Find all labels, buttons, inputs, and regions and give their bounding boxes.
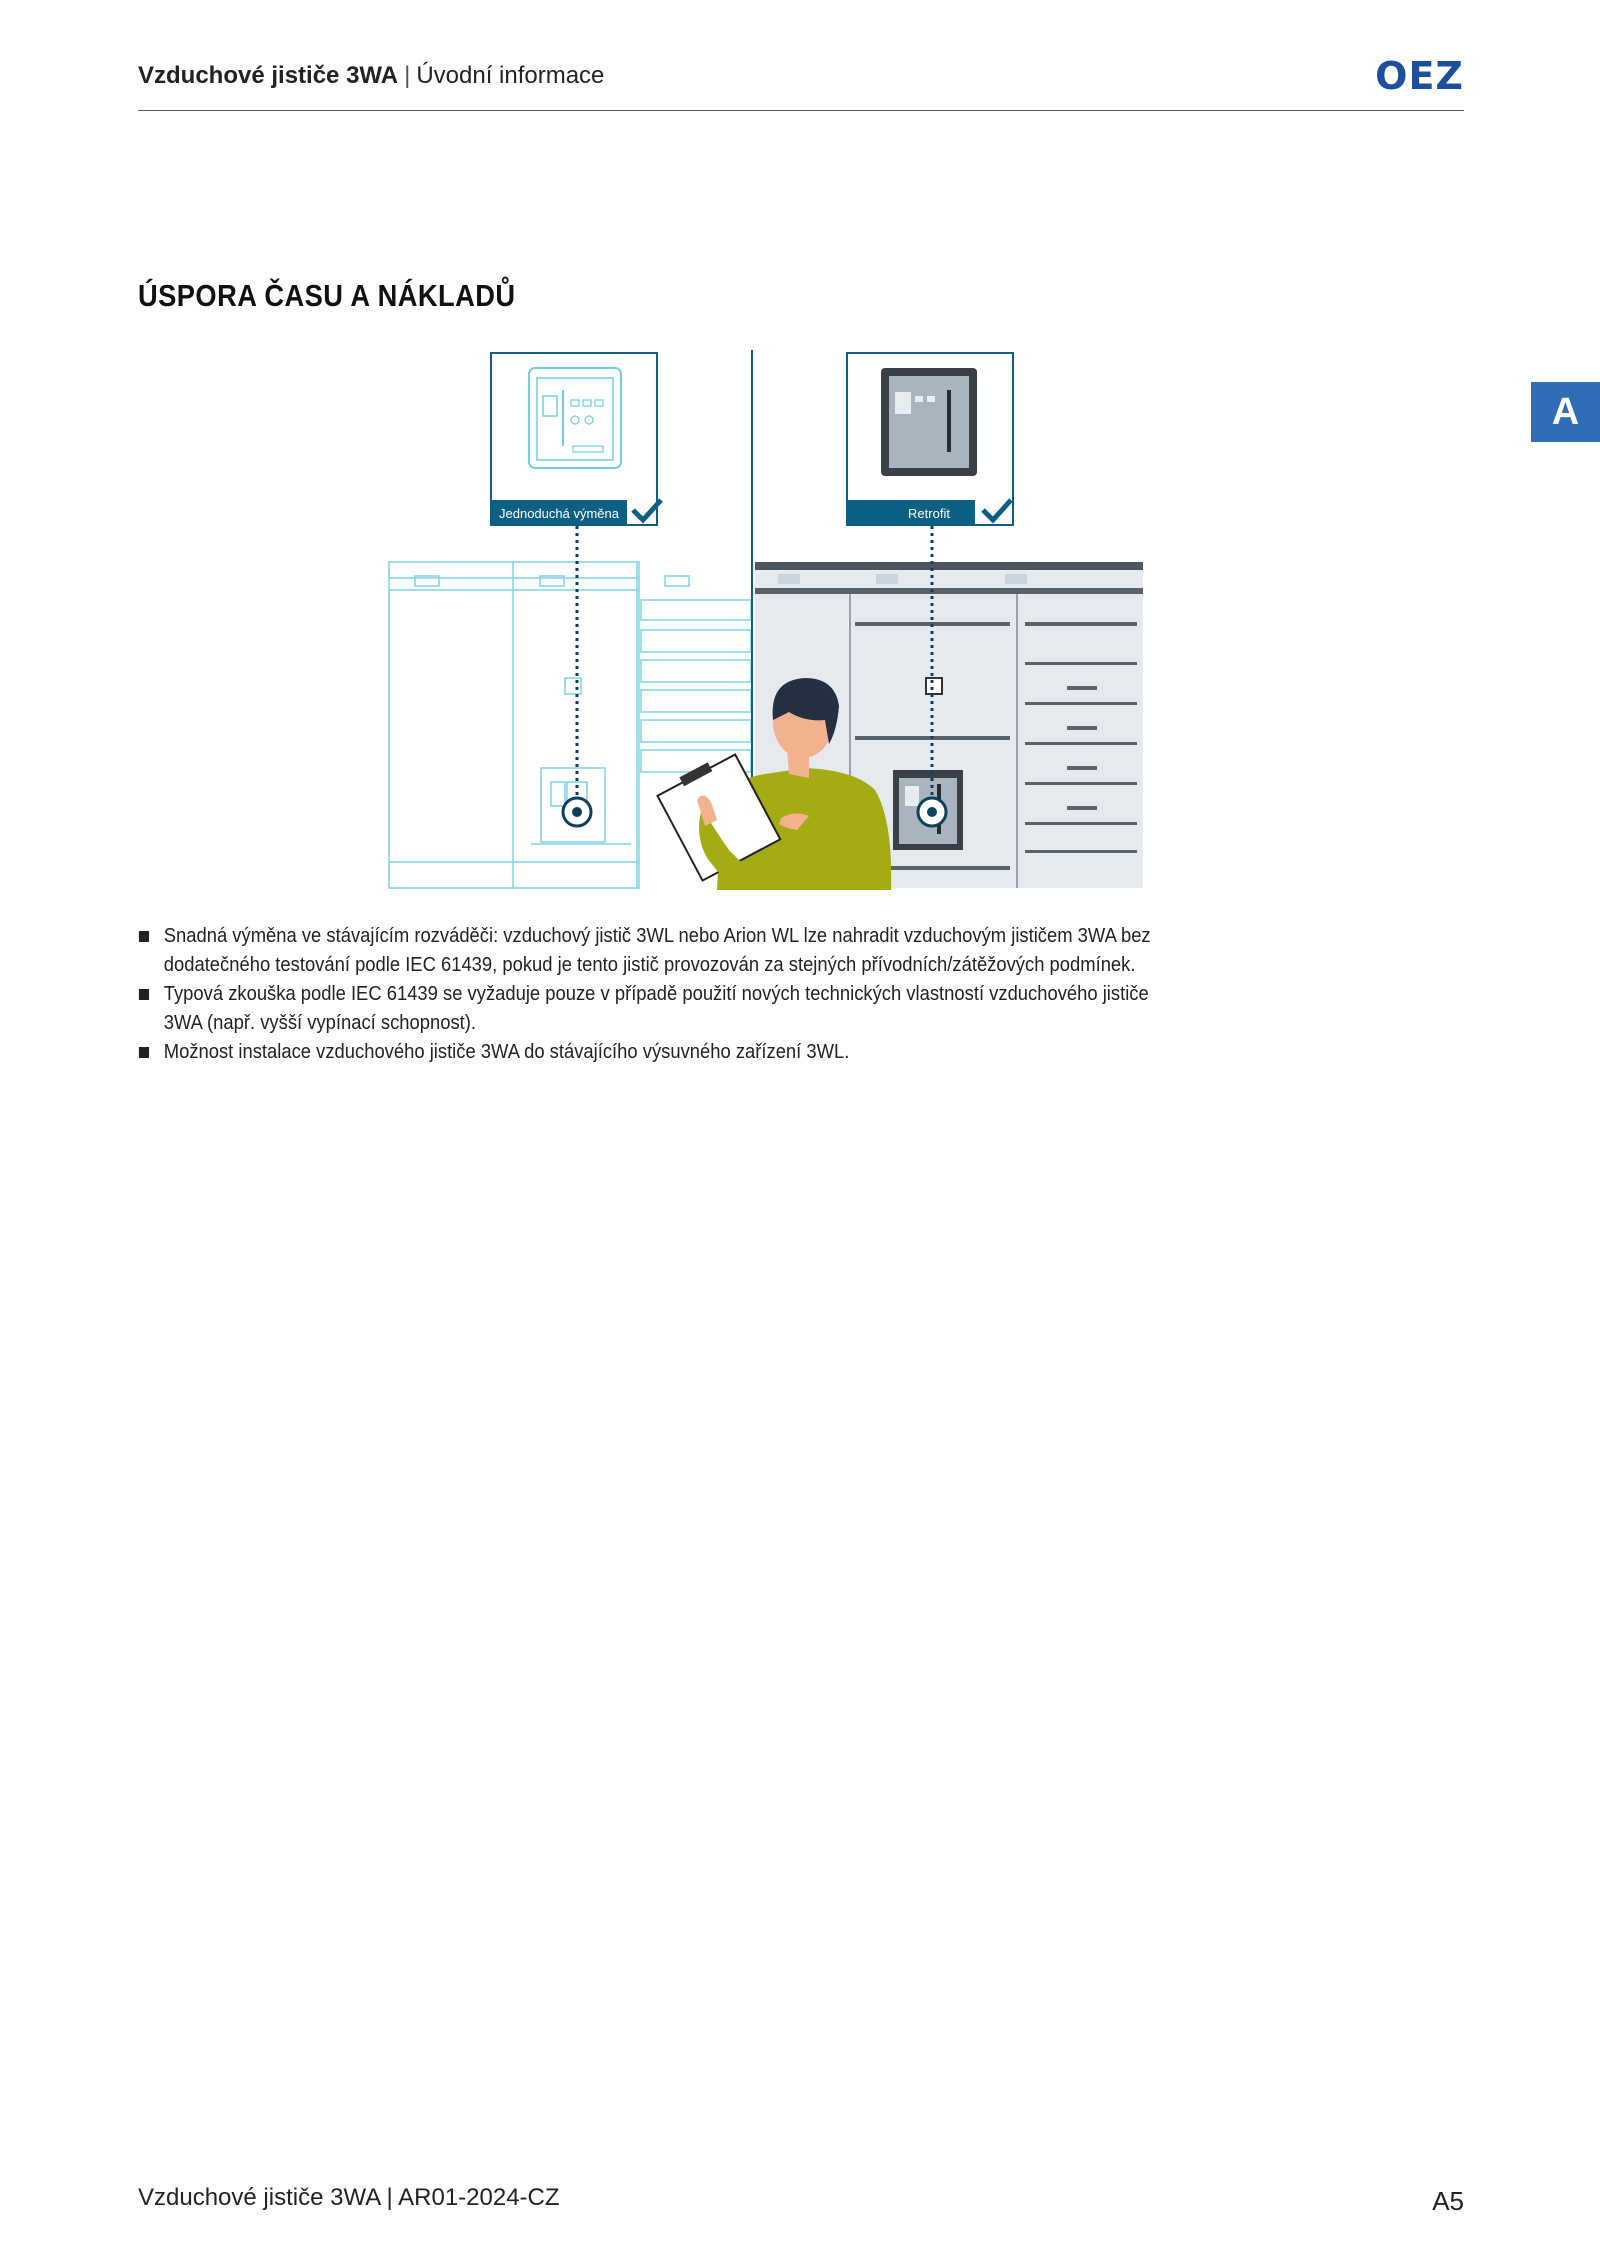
list-item	[138, 980, 1176, 1038]
footer-doc-ref: Vzduchové jističe 3WA | AR01-2024-CZ	[138, 2184, 560, 2211]
bullet-square-icon	[139, 1047, 149, 1058]
retrofit-illustration	[385, 350, 1145, 890]
header-separator: |	[404, 62, 411, 89]
header-product: Vzduchové jističe 3WA	[138, 62, 399, 89]
benefits-list	[138, 922, 1178, 1067]
list-item	[138, 922, 1176, 980]
target-icon-right	[918, 798, 946, 826]
oez-logo: OEZ	[1375, 54, 1464, 98]
bullet-text: Snadná výměna ve stávajícím rozváděči: vzduchový jistič 3WL nebo Arion WL lze nahradit vzduchovým jističem 3WA bez dodatečného testování podle IEC 61439, pokud je tento jistič provozován za stejných přívodních/zátěžových podmínek.	[163, 925, 1151, 976]
bullet-square-icon	[139, 989, 149, 1000]
page-header	[138, 54, 1464, 111]
bullet-square-icon	[139, 931, 149, 942]
target-icon-left	[563, 798, 591, 826]
chapter-tab[interactable]: A	[1531, 382, 1600, 442]
header-section: Úvodní informace	[416, 62, 605, 89]
breaker-box-simple	[491, 353, 661, 525]
breaker-box-retrofit	[847, 353, 1013, 525]
page-number: A5	[1432, 2186, 1464, 2216]
header-title	[138, 62, 604, 90]
bullet-text: Typová zkouška podle IEC 61439 se vyžaduje pouze v případě použití nových technických vlastností vzduchového jističe 3WA (např. vyšší vypínací schopnost).	[163, 983, 1149, 1034]
bullet-text: Možnost instalace vzduchového jističe 3WA do stávajícího výsuvného zařízení 3WL.	[163, 1041, 850, 1063]
label-retrofit: Retrofit	[908, 506, 950, 521]
section-title: ÚSPORA ČASU A NÁKLADŮ	[138, 278, 516, 313]
label-simple-replacement: Jednoduchá výměna	[499, 506, 619, 521]
list-item	[138, 1038, 1176, 1067]
